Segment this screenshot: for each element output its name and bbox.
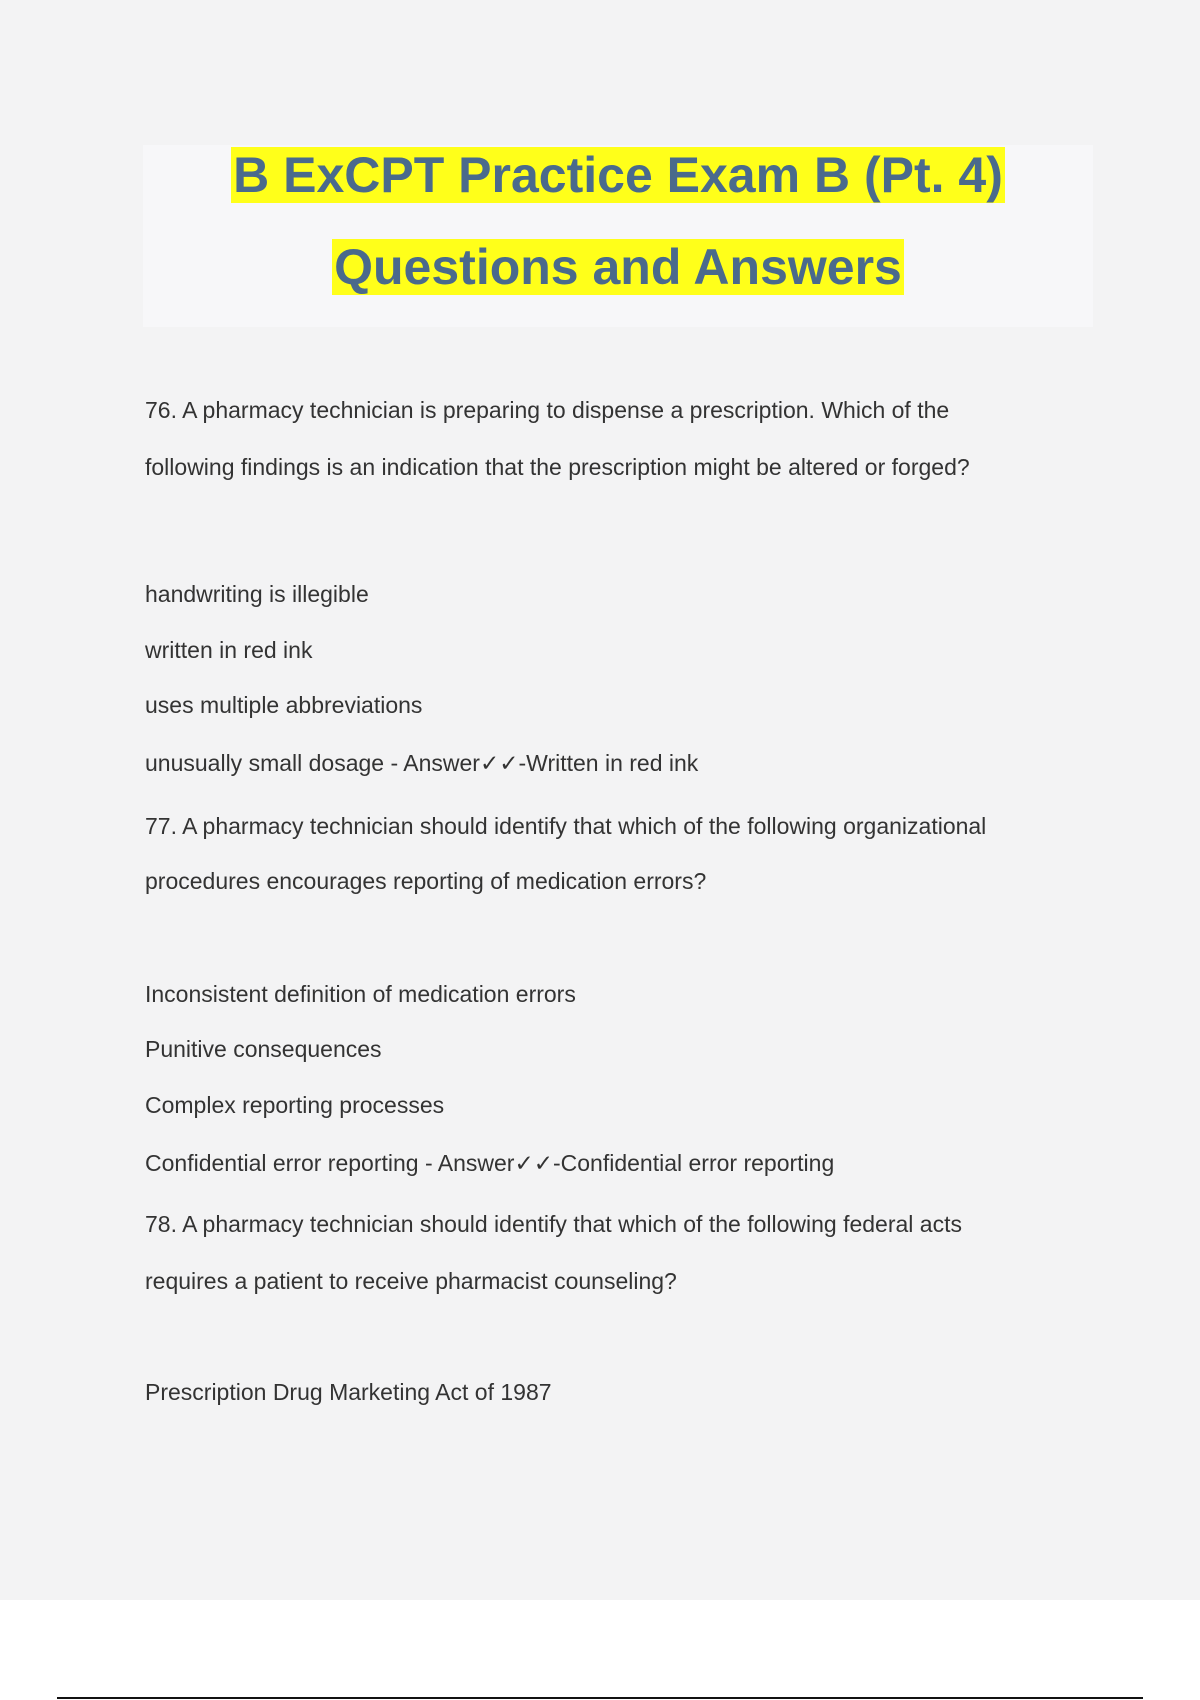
- title-line-2-text: Questions and Answers: [334, 239, 902, 295]
- title-line-1: [143, 145, 1093, 205]
- question-77-stem-line-1: 77. A pharmacy technician should identify that which of the following organizational: [145, 813, 987, 839]
- question-77-option: Complex reporting processes: [145, 1092, 445, 1118]
- question-76-option: written in red ink: [145, 637, 313, 663]
- question-77-answer: Confidential error reporting - Answer✓✓-Confidential error reporting: [145, 1150, 835, 1176]
- question-77-stem-line-2: procedures encourages reporting of medication errors?: [145, 868, 707, 894]
- question-76-option: uses multiple abbreviations: [145, 692, 423, 718]
- question-76-stem-line-1: 76. A pharmacy technician is preparing to dispense a prescription. Which of the: [145, 397, 950, 423]
- question-77-option: Punitive consequences: [145, 1036, 382, 1062]
- question-76-answer: unusually small dosage - Answer✓✓-Written in red ink: [145, 750, 699, 776]
- question-78-stem-line-2: requires a patient to receive pharmacist counseling?: [145, 1268, 677, 1294]
- question-77-option: Inconsistent definition of medication errors: [145, 981, 576, 1007]
- question-78-stem-line-1: 78. A pharmacy technician should identify that which of the following federal acts: [145, 1211, 962, 1237]
- question-78-option: Prescription Drug Marketing Act of 1987: [145, 1379, 552, 1405]
- question-76-stem-line-2: following findings is an indication that the prescription might be altered or forged?: [145, 454, 970, 480]
- title-block: [143, 145, 1093, 327]
- title-line-2: [143, 237, 1093, 297]
- question-76-option: handwriting is illegible: [145, 581, 369, 607]
- title-line-1-text: B ExCPT Practice Exam B (Pt. 4): [233, 147, 1003, 203]
- footer-divider: [57, 1697, 1143, 1699]
